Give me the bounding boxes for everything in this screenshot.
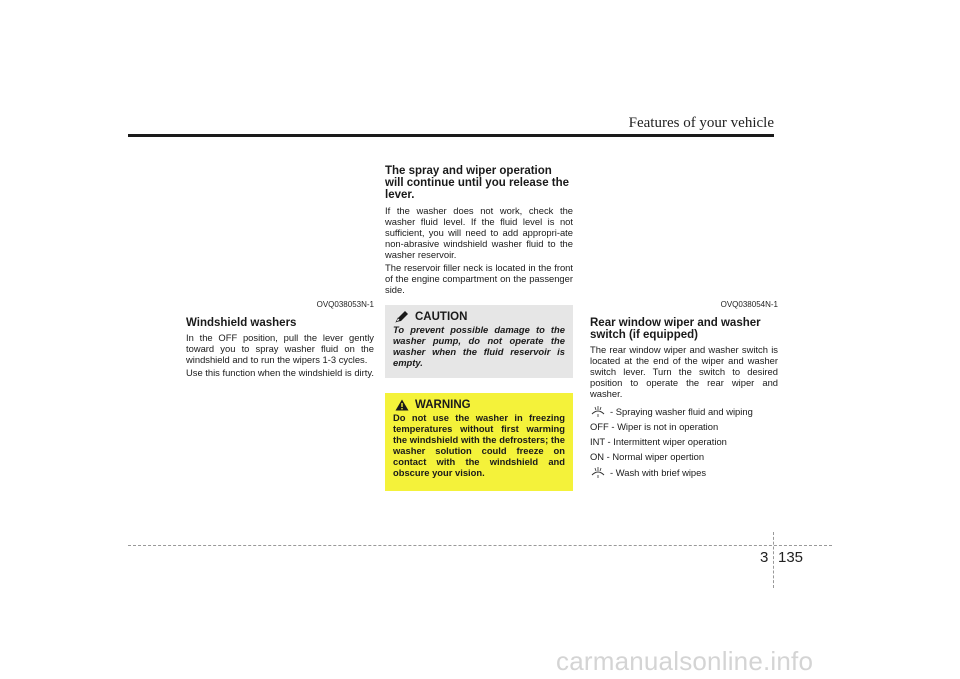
mode-code: OFF bbox=[590, 421, 609, 432]
mode-item bbox=[590, 451, 778, 462]
caution-box bbox=[385, 305, 573, 378]
image-code: OVQ038053N-1 bbox=[316, 300, 374, 309]
watermark: carmanualsonline.info bbox=[556, 646, 814, 676]
footer-rule bbox=[128, 545, 832, 546]
mode-description: - Wash with brief wipes bbox=[610, 466, 707, 478]
mode-item bbox=[590, 421, 778, 432]
washer-spray-icon bbox=[590, 405, 606, 417]
page-number: 135 bbox=[778, 549, 804, 566]
chapter-number: 3 bbox=[760, 549, 769, 566]
pencil-icon bbox=[395, 311, 409, 323]
left-column bbox=[186, 300, 374, 380]
body-paragraph: In the OFF position, pull the lever gently toward you to spray washer fluid on the windshield and to run the wipers 1-3 cycles. bbox=[186, 332, 374, 365]
lead-heading: The spray and wiper operation will continue until you release the lever. bbox=[385, 165, 570, 201]
mode-code: ON bbox=[590, 451, 605, 462]
mode-item bbox=[590, 405, 778, 417]
warning-title: WARNING bbox=[415, 399, 471, 411]
warning-box bbox=[385, 393, 573, 491]
mode-description: - Intermittent wiper operation bbox=[604, 436, 727, 447]
middle-column bbox=[385, 165, 573, 297]
right-column bbox=[590, 300, 778, 482]
mode-description: - Wiper is not in operation bbox=[608, 421, 719, 432]
page-header-title: Features of your vehicle bbox=[628, 115, 774, 131]
warning-triangle-icon bbox=[395, 399, 409, 411]
mode-item bbox=[590, 466, 778, 478]
mode-code: INT bbox=[590, 436, 605, 447]
body-paragraph: The rear window wiper and washer switch is located at the end of the wiper and washer switch lever. Turn the switch to desired position to operate the rear wiper and washer. bbox=[590, 344, 778, 399]
image-code: OVQ038054N-1 bbox=[720, 300, 778, 309]
caution-text: To prevent possible damage to the washer pump, do not operate the washer when the fluid reservoir is empty. bbox=[393, 324, 565, 368]
section-title: Rear window wiper and washer switch (if equipped) bbox=[590, 317, 761, 341]
body-paragraph: If the washer does not work, check the washer fluid level. If the fluid level is not sufficient, you will need to add appropri-ate non-abrasive windshield washer fluid to the washer reservoir. bbox=[385, 205, 573, 260]
caution-title: CAUTION bbox=[415, 311, 468, 323]
header-rule bbox=[128, 134, 774, 137]
footer-divider bbox=[773, 532, 774, 588]
mode-item bbox=[590, 436, 778, 447]
washer-spray-icon bbox=[590, 466, 606, 478]
warning-text: Do not use the washer in freezing temperatures without first warming the windshield with the defrosters; the washer solution could freeze on contact with the windshield and obscure your vision. bbox=[393, 412, 565, 478]
mode-description: - Spraying washer fluid and wiping bbox=[610, 405, 753, 417]
mode-description: - Normal wiper opertion bbox=[604, 451, 705, 462]
body-paragraph: The reservoir filler neck is located in the front of the engine compartment on the passenger side. bbox=[385, 262, 573, 295]
section-title: Windshield washers bbox=[186, 317, 297, 329]
body-paragraph: Use this function when the windshield is dirty. bbox=[186, 367, 374, 378]
